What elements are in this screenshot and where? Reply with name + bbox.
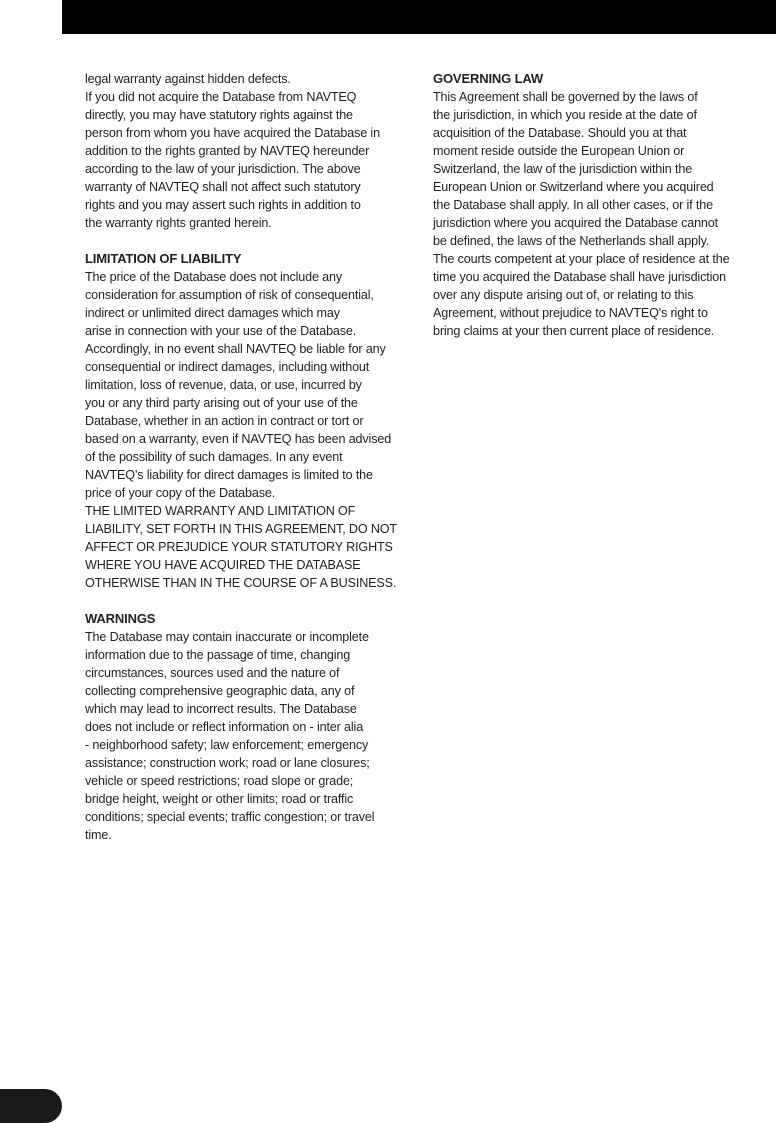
text-line: Switzerland, the law of the jurisdiction within the xyxy=(433,162,693,176)
text-line: If you did not acquire the Database from NAVTEQ xyxy=(85,90,357,104)
text-line: assistance; construction work; road or lane closures; xyxy=(85,756,370,770)
section-heading: GOVERNING LAW xyxy=(433,71,543,86)
text-line: which may lead to incorrect results. The Database xyxy=(85,702,357,716)
text-line: the Database shall apply. In all other cases, or if the xyxy=(433,198,713,212)
text-line: OTHERWISE THAN IN THE COURSE OF A BUSINESS. xyxy=(85,576,397,590)
text-line: the warranty rights granted herein. xyxy=(85,216,272,230)
text-line: NAVTEQ's liability for direct damages is limited to the xyxy=(85,468,373,482)
text-line: of the possibility of such damages. In any event xyxy=(85,450,343,464)
text-line: The price of the Database does not include any xyxy=(85,270,343,284)
text-line: This Agreement shall be governed by the laws of xyxy=(433,90,698,104)
text-line: THE LIMITED WARRANTY AND LIMITATION OF xyxy=(85,504,356,518)
text-line: limitation, loss of revenue, data, or use, incurred by xyxy=(85,378,362,392)
text-line: LIABILITY, SET FORTH IN THIS AGREEMENT, DO NOT xyxy=(85,522,397,536)
text-line: moment reside outside the European Union or xyxy=(433,144,685,158)
text-line: legal warranty against hidden defects. xyxy=(85,72,291,86)
text-line: over any dispute arising out of, or relating to this xyxy=(433,288,694,302)
text-line: consequential or indirect damages, including without xyxy=(85,360,370,374)
text-line: time you acquired the Database shall have jurisdiction xyxy=(433,270,726,284)
text-line: acquisition of the Database. Should you at that xyxy=(433,126,687,140)
section-gap xyxy=(85,232,425,250)
text-line: jurisdiction where you acquired the Database cannot xyxy=(433,216,718,230)
text-line: indirect or unlimited direct damages which may xyxy=(85,306,340,320)
text-line: rights and you may assert such rights in addition to xyxy=(85,198,361,212)
text-line: The courts competent at your place of residence at the xyxy=(433,252,730,266)
section-gap xyxy=(85,592,425,610)
text-line: bridge height, weight or other limits; road or traffic xyxy=(85,792,354,806)
text-line: warranty of NAVTEQ shall not affect such statutory xyxy=(85,180,361,194)
text-line: European Union or Switzerland where you acquired xyxy=(433,180,714,194)
text-line: information due to the passage of time, changing xyxy=(85,648,351,662)
left-column xyxy=(85,70,425,844)
right-column xyxy=(433,70,773,340)
text-line: time. xyxy=(85,828,112,842)
warranty-continuation xyxy=(85,70,425,232)
text-line: arise in connection with your use of the Database. xyxy=(85,324,357,338)
warnings-section xyxy=(85,610,425,844)
header-bar xyxy=(62,0,776,34)
text-line: WHERE YOU HAVE ACQUIRED THE DATABASE xyxy=(85,558,361,572)
text-line: Accordingly, in no event shall NAVTEQ be liable for any xyxy=(85,342,386,356)
text-line: addition to the rights granted by NAVTEQ hereunder xyxy=(85,144,370,158)
limitation-of-liability-section xyxy=(85,250,425,592)
text-line: you or any third party arising out of your use of the xyxy=(85,396,358,410)
section-heading: WARNINGS xyxy=(85,611,156,626)
text-line: based on a warranty, even if NAVTEQ has been advised xyxy=(85,432,392,446)
text-line: vehicle or speed restrictions; road slope or grade; xyxy=(85,774,354,788)
text-line: bring claims at your then current place of residence. xyxy=(433,324,715,338)
text-line: Agreement, without prejudice to NAVTEQ's right to xyxy=(433,306,708,320)
text-line: conditions; special events; traffic congestion; or travel xyxy=(85,810,375,824)
text-line: directly, you may have statutory rights against the xyxy=(85,108,353,122)
text-line: person from whom you have acquired the Database in xyxy=(85,126,380,140)
text-line: Database, whether in an action in contract or tort or xyxy=(85,414,364,428)
text-line: be defined, the laws of the Netherlands shall apply. xyxy=(433,234,710,248)
text-line: the jurisdiction, in which you reside at the date of xyxy=(433,108,697,122)
text-line: AFFECT OR PREJUDICE YOUR STATUTORY RIGHTS xyxy=(85,540,393,554)
text-line: circumstances, sources used and the nature of xyxy=(85,666,340,680)
text-line: price of your copy of the Database. xyxy=(85,486,276,500)
governing-law-section xyxy=(433,70,773,340)
page-number-tab xyxy=(0,1089,62,1123)
section-heading: LIMITATION OF LIABILITY xyxy=(85,251,242,266)
text-line: - neighborhood safety; law enforcement; emergency xyxy=(85,738,369,752)
text-line: does not include or reflect information on - inter alia xyxy=(85,720,364,734)
text-line: The Database may contain inaccurate or incomplete xyxy=(85,630,369,644)
text-line: according to the law of your jurisdiction. The above xyxy=(85,162,361,176)
text-line: collecting comprehensive geographic data, any of xyxy=(85,684,355,698)
text-line: consideration for assumption of risk of consequential, xyxy=(85,288,374,302)
